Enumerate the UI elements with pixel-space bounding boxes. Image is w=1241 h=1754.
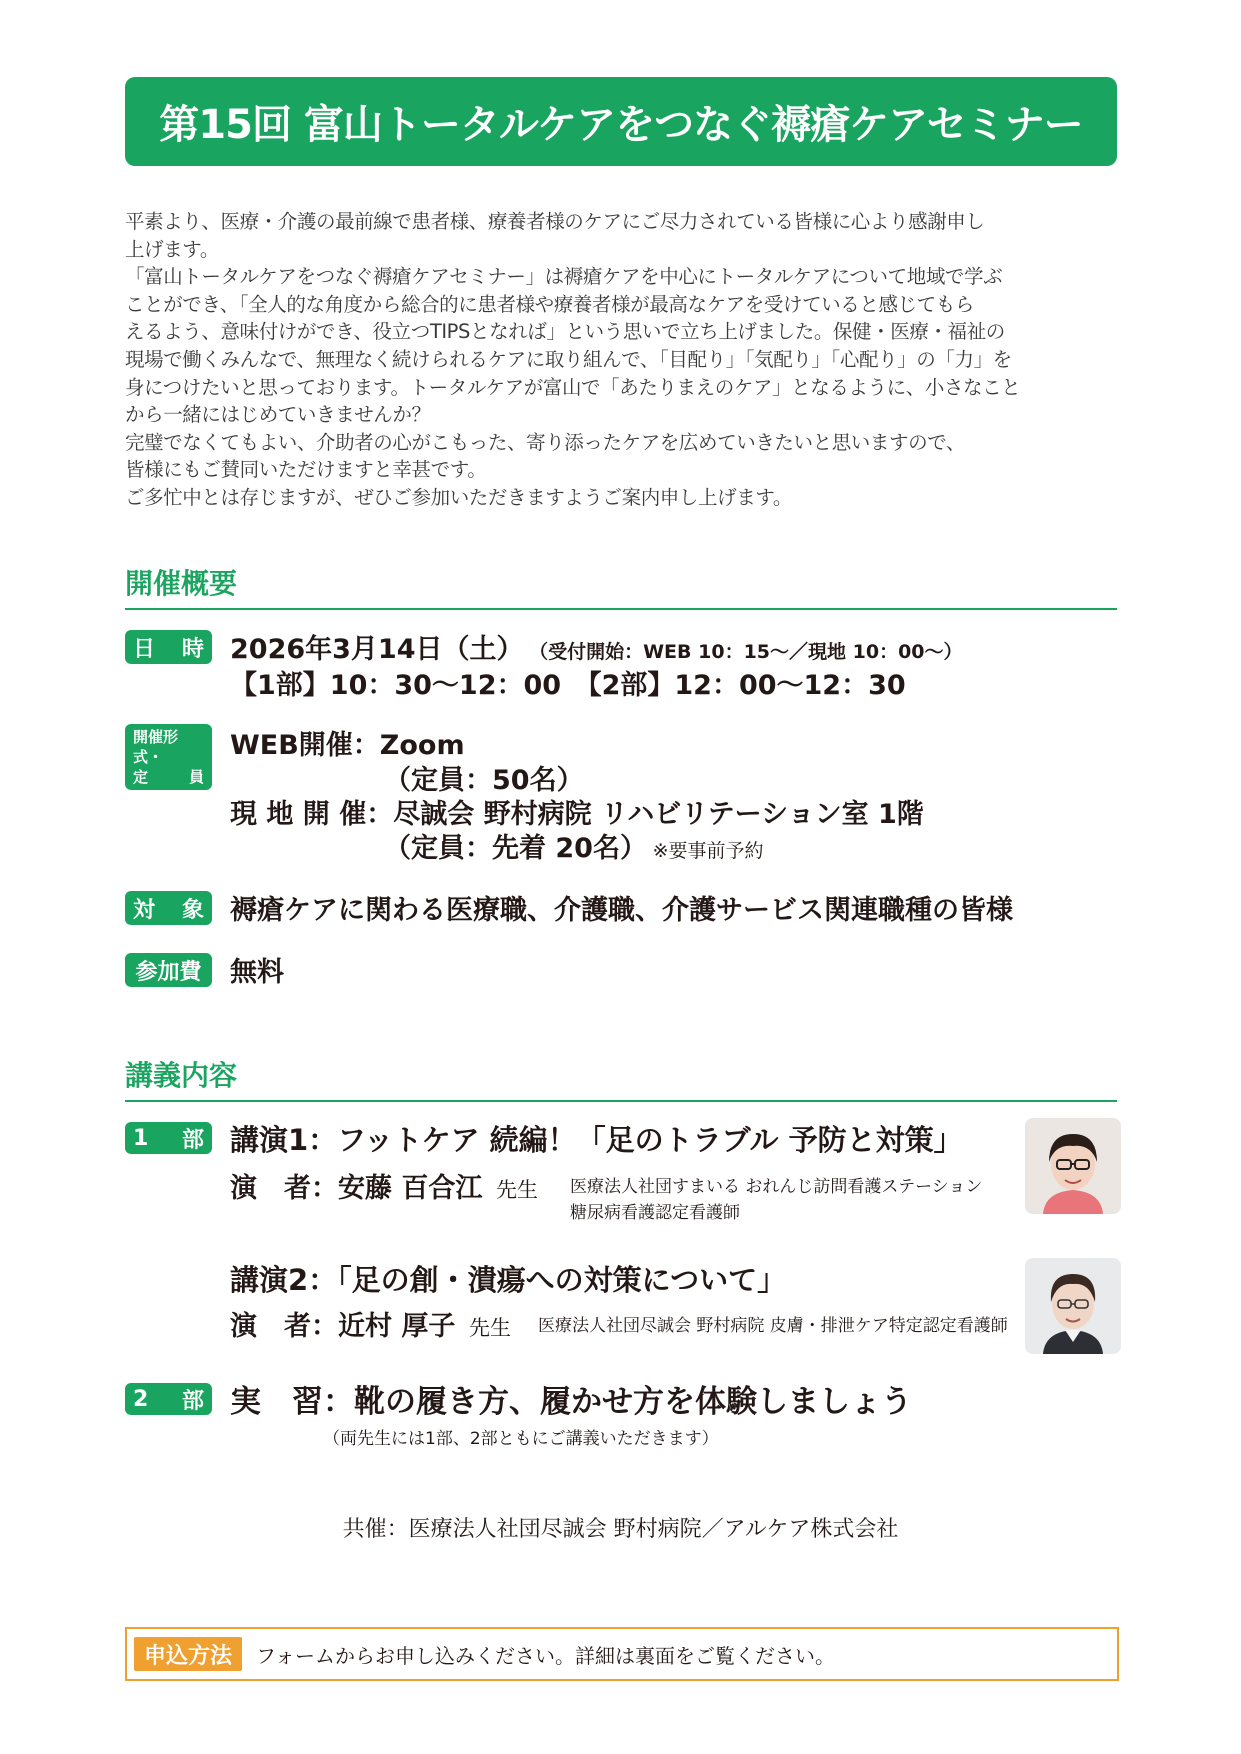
talk1-speaker: 演 者：安藤 百合江 [230,1173,483,1204]
fee-tag [125,953,212,987]
fee: 無料 [230,957,284,988]
datetime-tag [125,630,212,664]
practice-note: （両先生には1部、2部ともにご講義いただきます） [323,1429,719,1449]
intro-line: から一緒にはじめていきませんか？ [125,403,431,427]
tag-char: 日 [133,636,156,662]
intro-line: ご多忙中とは存じますが、ぜひご参加いただきますようご案内申し上げます。 [125,485,792,509]
title-banner [125,77,1117,166]
tag-char: 2 [133,1386,149,1412]
page-title: 第15回 富山トータルケアをつなぐ褥瘡ケアセミナー [159,102,1083,148]
talk2-speaker: 演 者：近村 厚子 [230,1311,456,1342]
intro-line: 現場で働くみんなで、無理なく続けられるケアに取り組んで、「目配り」「気配り」「心配り」の「力」を [125,347,1012,371]
web-format: WEB開催：Zoom [230,730,465,761]
reservation-note: ※要事前予約 [652,840,764,862]
onsite-capacity: （定員：先着 20名） [384,833,647,864]
intro-line: 上げます。 [125,237,219,261]
intro-text [125,208,1120,512]
event-date: 2026年3月14日（土） [230,634,524,665]
intro-line: 身につけたいと思っております。トータルケアが富山で「あたりまえのケア」となるように、小さなこと [125,375,1021,399]
intro-line: ことができ、「全人的な角度から総合的に患者様や療養者様が最高なケアを受けていると感じてもら [125,292,974,316]
tag-char: 部 [181,1127,204,1153]
tag-text: 員 [188,768,204,786]
tag-char: 時 [181,636,204,662]
talk2-speaker-row [230,1304,511,1343]
talk1-honorific: 先生 [495,1178,538,1202]
tag-text: 開催形式・ [133,728,179,766]
speaker1-photo [1025,1118,1121,1214]
talk2-title: 講演2：「足の創・潰瘍への対策について」 [230,1263,787,1297]
intro-line: えるよう、意味付けができ、役立つTIPSとなれば」という思いで立ち上げました。保健・医療・福祉の [125,320,1005,344]
part1-tag [125,1122,212,1154]
tag-char: 部 [181,1388,204,1414]
reception-time: （受付開始：WEB 10：15～／現地 10：00～） [529,641,963,663]
practice-title: 実 習：靴の履き方、履かせ方を体験しましょう [230,1384,912,1420]
speaker2-photo [1025,1258,1121,1354]
tag-text: 参加費 [135,959,202,985]
talk2-honorific: 先生 [468,1316,511,1340]
overview-heading: 開催概要 [125,562,1117,610]
intro-line: 「富山トータルケアをつなぐ褥瘡ケアセミナー」は褥瘡ケアを中心にトータルケアについて地域で学ぶ [125,265,1003,289]
talk2-affiliation: 医療法人社団尽誠会 野村病院 皮膚・排泄ケア特定認定看護師 [538,1316,1008,1336]
part2-tag [125,1383,212,1415]
intro-line: 平素より、医療・介護の最前線で患者様、療養者様のケアにご尽力されている皆様に心より感謝申し [125,210,985,233]
intro-line: 完璧でなくてもよい、介助者の心がこもった、寄り添ったケアを広めていきたいと思いますので、 [125,430,966,454]
talk1-affiliation: 医療法人社団すまいる おれんじ訪問看護ステーション [570,1177,983,1197]
event-date-row [230,627,963,666]
talk1-title: 講演1：フットケア 続編！「足のトラブル 予防と対策」 [230,1123,963,1157]
talk1-credential: 糖尿病看護認定看護師 [570,1203,740,1223]
talk1-speaker-row [230,1166,538,1205]
application-box [125,1627,1119,1681]
tag-text: 定 [133,768,149,786]
tag-char: 象 [181,897,204,923]
apply-text: フォームからお申し込みください。詳細は裏面をご覧ください。 [256,1643,836,1668]
target-audience: 褥瘡ケアに関わる医療職、介護職、介護サービス関連職種の皆様 [230,895,1013,926]
intro-line: 皆様にもご賛同いただけますと幸甚です。 [125,458,487,482]
onsite-capacity-row [384,826,763,865]
apply-tag: 申込方法 [134,1637,242,1671]
format-tag [125,724,212,790]
tag-line [133,727,204,767]
tag-line [133,767,204,787]
schedule: 【1部】10：30～12：00 【2部】12：00～12：30 [230,670,906,701]
tag-char: 1 [133,1125,149,1151]
target-tag [125,891,212,925]
web-capacity: （定員：50名） [384,765,584,796]
onsite-format: 現 地 開 催：尽誠会 野村病院 リハビリテーション室 1階 [230,799,924,830]
lectures-heading: 講義内容 [125,1054,1117,1102]
cohost: 共催：医療法人社団尽誠会 野村病院／アルケア株式会社 [342,1517,899,1542]
tag-char: 対 [133,897,156,923]
